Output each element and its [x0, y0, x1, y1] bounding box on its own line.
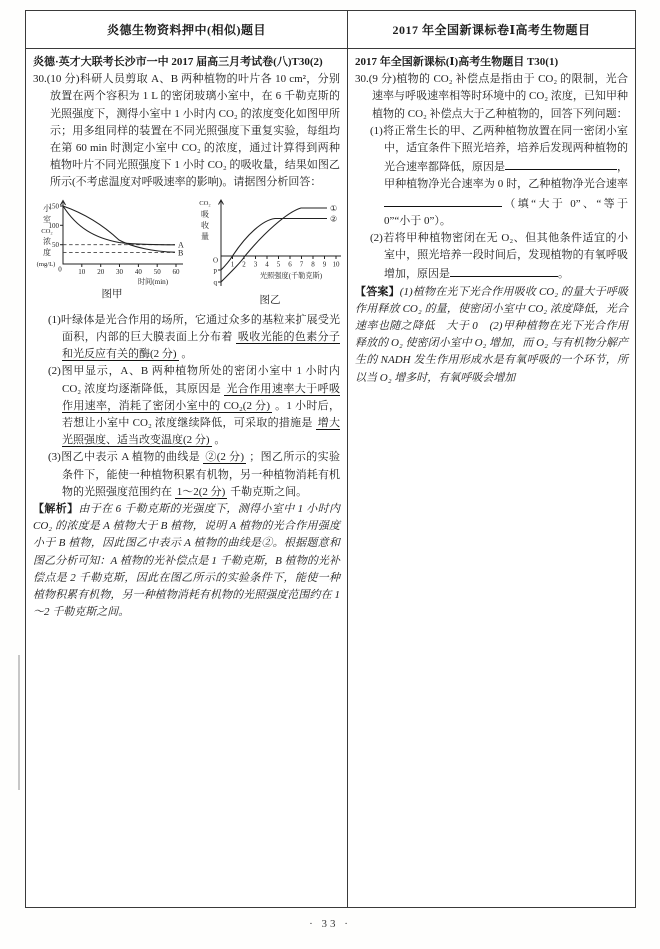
answer-label: 【答案】 — [355, 285, 400, 298]
question-text: (1)将正常生长的甲、乙两种植物放置在同一密闭小室中，适宜条件下照光培养，培养后发现两种植物的光合速率都降低，原因是 — [370, 124, 628, 174]
answer-underlined: 吸收光能的色素分子和光反应有关的酶(2 分) — [62, 331, 341, 361]
figure-jia-chart — [33, 194, 191, 288]
x-tick-label: 50 — [153, 267, 161, 276]
answer-blank — [505, 157, 617, 170]
figures — [33, 194, 340, 309]
x-tick-label: 3 — [253, 260, 258, 269]
question-text: ；图乙所示的实验条件下，能使一种植物积累有机物，另一种植物消耗有机物的光照强度范围约在 — [62, 451, 340, 498]
series-label-1: ① — [330, 203, 338, 213]
question-text: 千勒克斯之间。 — [227, 485, 308, 498]
right-question-2 — [370, 230, 628, 284]
analysis-section — [33, 501, 340, 621]
y-axis-unit: (mg/L) — [36, 260, 56, 268]
question-text: 。1 小时后，若想让小室中 CO₂ 浓度继续降低，可采取的措施是 — [62, 399, 340, 430]
y-axis-label-char: 小 — [43, 203, 51, 213]
x-tick-label: 5 — [276, 260, 281, 269]
figure-yi-chart — [191, 194, 349, 294]
answer-underlined: 1～2(2 分) — [176, 485, 226, 498]
table-header-row — [26, 11, 635, 49]
origin-label: O — [212, 256, 218, 265]
left-column — [26, 49, 348, 907]
figure-yi — [191, 194, 349, 309]
x-axis-label: 光照强度(千勒克斯) — [259, 271, 323, 280]
answer-text: (1)植物在光下光合作用吸收 CO₂ 的量大于呼吸作用释放 CO₂ 的量，使密闭小室中 CO₂ 浓度降低，光合速率也随之降低 大于 0 (2)甲种植物在光下光合作用释放的 O₂ 使密闭小室中 O₂ 增加，而 O₂ 与有机物分解产生的 NADH 发生作用形成水是有氧呼吸的一个环节，所以当 O₂ 增多时，有氧呼吸会增加 — [355, 285, 628, 384]
x-tick-label: 6 — [288, 260, 292, 269]
y-tick-label: 150 — [48, 202, 59, 211]
figure-jia-caption: 图甲 — [101, 288, 123, 300]
x-tick-label: 8 — [311, 260, 315, 269]
page-number: · 33 · — [309, 918, 351, 930]
y-axis-label-char: 浓 — [43, 236, 51, 246]
question-text: （填“大于 0”、“等于 0”“小于 0”）。 — [384, 197, 628, 227]
question-text: 。 — [211, 434, 226, 447]
answer-section — [355, 284, 628, 387]
left-source-title: 炎德·英才大联考长沙市一中 2017 届高三月考试卷(八)T30(2) — [33, 56, 323, 68]
scan-artifact — [18, 655, 20, 790]
x-axis-label: 时间(min) — [137, 277, 169, 286]
y-axis-label-char: 室 — [43, 214, 51, 224]
y-axis-label-char: 吸 — [201, 209, 209, 219]
right-question-intro: 30.(9 分)植物的 CO₂ 补偿点是指由于 CO₂ 的限制，光合速率与呼吸速率相等时环境中的 CO₂ 浓度，已知甲种植物的 CO₂ 补偿点大于乙种植物的，回答下列问题： — [355, 73, 628, 120]
curve-A — [63, 206, 175, 245]
right-column — [348, 49, 635, 907]
y-axis-label-char: CO₂ — [199, 199, 211, 207]
series-label-2: ② — [330, 214, 338, 224]
answer-underlined: 光合作用速率大于呼吸作用速率，消耗了密闭小室中的 CO₂(2 分) — [62, 382, 340, 412]
question-text: 。 — [558, 268, 569, 281]
right-question-1 — [370, 123, 628, 230]
y-axis-label-char: CO₂ — [41, 227, 53, 235]
question-text: (3)图乙中表示 A 植物的曲线是 — [48, 451, 204, 464]
analysis-label: 【解析】 — [33, 503, 79, 516]
y-axis-label-char: 收 — [201, 220, 209, 230]
p-mark: p — [213, 266, 217, 275]
axes — [63, 202, 183, 264]
y-axis-label-char: 度 — [43, 247, 51, 257]
left-question-1 — [48, 312, 340, 364]
x-tick-label: 1 — [230, 260, 235, 269]
y-tick-label: 100 — [48, 221, 59, 230]
right-source-title: 2017 年全国新课标(Ⅰ)高考生物题目 T30(1) — [355, 56, 559, 68]
question-text: ，甲种植物净光合速率为 0 时，乙种植物净光合速率 — [384, 161, 628, 191]
x-tick-label: 9 — [322, 260, 327, 269]
answer-blank — [384, 194, 502, 207]
x-tick-label: 60 — [172, 267, 180, 276]
q-mark: q — [213, 278, 217, 287]
series-label-B: B — [178, 248, 184, 258]
x-tick-label: 30 — [116, 267, 123, 276]
question-text: (2)若将甲种植物密闭在无 O₂、但其他条件适宜的小室中，照光培养一段时间后，发现植物的有氧呼吸增加，原因是 — [370, 232, 628, 281]
y-tick-label: 50 — [52, 240, 59, 249]
left-question-2 — [48, 363, 340, 449]
answer-blank — [450, 264, 558, 277]
header-right-cell: 2017 年全国新课标卷Ⅰ高考生物题目 — [392, 23, 591, 37]
x-tick-label: 10 — [332, 260, 340, 269]
header-left-cell: 炎德生物资料押中(相似)题目 — [26, 11, 348, 48]
x-tick-label: 10 — [78, 267, 86, 276]
figure-yi-caption: 图乙 — [259, 294, 281, 306]
table-body-row — [26, 49, 635, 907]
curve-B — [63, 206, 175, 252]
comparison-table — [25, 10, 636, 908]
question-text: (2)图甲显示，A、B 两种植物所处的密闭小室中 1 小时内 CO₂ 浓度均逐渐降低，其原因是 — [48, 365, 340, 395]
question-text: (1)叶绿体是光合作用的场所，它通过众多的基粒来扩展受光面积，内部的巨大膜表面上分布着 — [48, 313, 340, 344]
x-tick-label: 4 — [265, 260, 269, 269]
figure-jia — [33, 194, 191, 303]
question-text: 。 — [178, 348, 193, 361]
x-tick-label: 20 — [97, 267, 105, 276]
left-question-intro: 30.(10 分)科研人员剪取 A、B 两种植物的叶片各 10 cm²，分别放置在两个容积为 1 L 的密闭玻璃小室中，在 6 千勒克斯的光照强度下，测得小室中 1 小时内 CO₂ 的浓度变化如图甲所示；用多组同样的装置在不同光照强度下重复实验，每组均在第 60 min 时测定小室中 CO₂ 的浓度，通过计算得到两种植物叶片不同光照强度下 1 小时 CO₂ 的吸收量，结果如图乙所示(不考虑温度对呼吸速率的影响)。请据图分析回答： — [33, 73, 340, 189]
x-tick-label: 7 — [299, 260, 304, 269]
y-axis-label-char: 量 — [201, 231, 209, 241]
left-question-3 — [48, 449, 340, 501]
x-tick-label: 2 — [242, 260, 246, 269]
answer-underlined: 增大光照强度、适当改变温度(2 分) — [62, 417, 340, 447]
x-tick-label: 40 — [134, 267, 142, 276]
answer-underlined: ②(2 分) — [205, 451, 245, 464]
analysis-text: 由于在 6 千勒克斯的光强度下，测得小室中 1 小时内 CO₂ 的浓度是 A 植物大于 B 植物，说明 A 植物的光合作用强度小于 B 植物，因此图乙中表示 A 植物的曲线是②。根据题意和图乙分析可知：A 植物的光补偿点是 1 千勒克斯，B 植物的光补偿点是 2 千勒克斯，因此在图乙所示的实验条件下，能使一种植物积累有机物，另一种植物消耗有机物的光照强度范围约在 1～2 千勒克斯之间。 — [33, 503, 341, 619]
series-label-A: A — [178, 240, 184, 250]
origin-label: 0 — [58, 265, 62, 274]
